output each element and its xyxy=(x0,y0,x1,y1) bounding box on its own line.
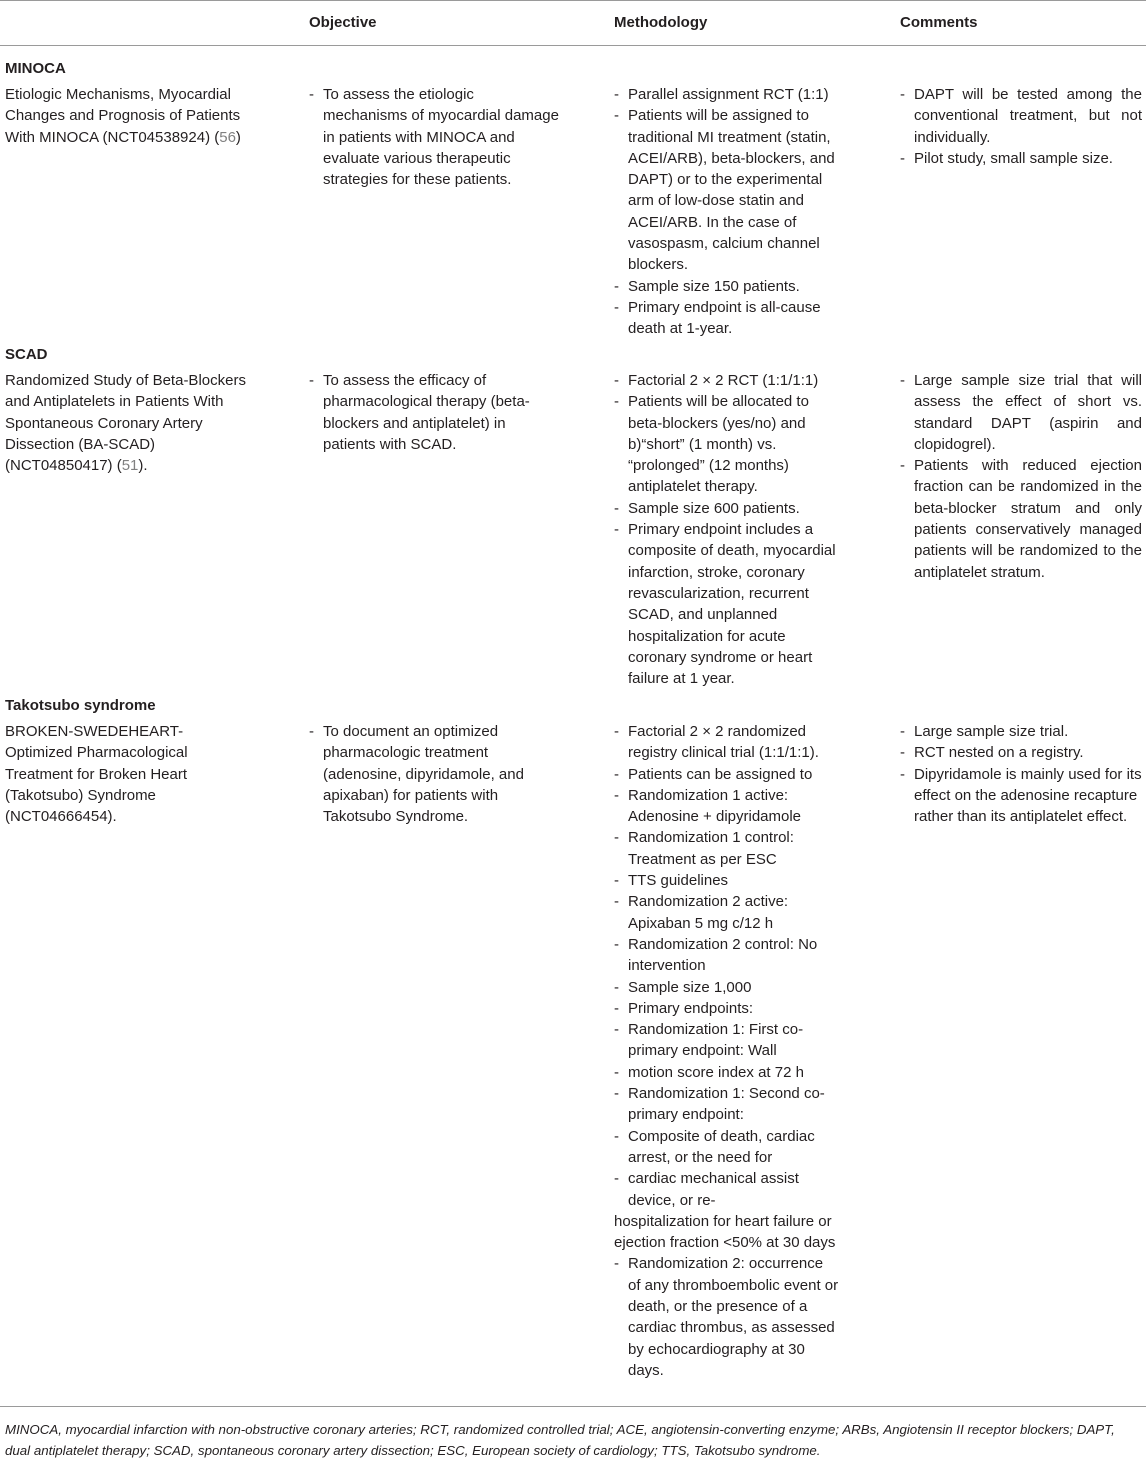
section-title-scad: SCAD xyxy=(5,346,48,363)
list-item: - Large sample size trial. xyxy=(900,721,1142,742)
reference-link[interactable]: 56 xyxy=(219,128,236,146)
list-item: - cardiac mechanical assist device, or re- xyxy=(614,1168,839,1211)
list-item: - Sample size 600 patients. xyxy=(614,498,844,519)
list-item: - DAPT will be tested among the conventional treatment, but not individually. xyxy=(900,84,1142,148)
list-item: - Randomization 2 active: Apixaban 5 mg c/12 h xyxy=(614,891,839,934)
list-item: - Sample size 150 patients. xyxy=(614,276,844,297)
list-item: - Randomization 1: Second co-primary endpoint: xyxy=(614,1083,839,1126)
list-item: - Patients can be assigned to xyxy=(614,764,839,785)
list-item: - Factorial 2 × 2 randomized registry clinical trial (1:1/1:1). xyxy=(614,721,839,764)
list-item: - RCT nested on a registry. xyxy=(900,742,1142,763)
list-item: - To assess the efficacy of pharmacological therapy (beta-blockers and antiplatelet) in patients with SCAD. xyxy=(309,370,559,455)
methodology-cell xyxy=(614,370,844,689)
list-item: - To document an optimized pharmacologic treatment (adenosine, dipyridamole, and apixaban) for patients with Takotsubo Syndrome. xyxy=(309,721,534,827)
study-name xyxy=(5,84,250,148)
list-item: - Patients will be allocated to beta-blockers (yes/no) and b)“short” (1 month) vs. “prolonged” (12 months) antiplatelet therapy. xyxy=(614,391,844,497)
study-text-end: ) xyxy=(235,128,241,146)
header-comments: Comments xyxy=(900,14,978,31)
header-objective: Objective xyxy=(309,14,377,31)
list-item: - Randomization 2 control: No intervention xyxy=(614,934,839,977)
study-text: Randomized Study of Beta-Blockers and Antiplatelets in Patients With Spontaneous Coronary Artery Dissection (BA-SCAD) (NCT04850417) ( xyxy=(5,372,246,475)
section-title-minoca: MINOCA xyxy=(5,60,66,77)
header-methodology: Methodology xyxy=(614,14,708,31)
objective-cell xyxy=(309,721,534,827)
list-item: - Primary endpoint includes a composite of death, myocardial infarction, stroke, coronary revascularization, recurrent SCAD, and unplanned hospitalization for acute coronary syndrome or heart failure at 1 year. xyxy=(614,519,844,689)
list-item: - Randomization 1 control: Treatment as per ESC xyxy=(614,827,839,870)
list-item: - TTS guidelines xyxy=(614,870,839,891)
list-item: - Randomization 1 active: Adenosine + dipyridamole xyxy=(614,785,839,828)
study-text: BROKEN-SWEDEHEART-Optimized Pharmacological Treatment for Broken Heart (Takotsubo) Syndrome (NCT04666454). xyxy=(5,723,188,826)
list-item: - Pilot study, small sample size. xyxy=(900,148,1142,169)
list-item: - Patients with reduced ejection fraction can be randomized in the beta-blocker stratum and only patients conservatively managed patients will be randomized to the antiplatelet stratum. xyxy=(900,455,1142,583)
study-text: Etiologic Mechanisms, Myocardial Changes and Prognosis of Patients With MINOCA (NCT04538924) ( xyxy=(5,86,241,146)
list-item: - Factorial 2 × 2 RCT (1:1/1:1) xyxy=(614,370,844,391)
list-item: - Primary endpoint is all-cause death at 1-year. xyxy=(614,297,844,340)
list-item: - Primary endpoints: xyxy=(614,998,839,1019)
methodology-cell xyxy=(614,84,844,340)
table-footnote: MINOCA, myocardial infarction with non-obstructive coronary arteries; RCT, randomized controlled trial; ACE, angiotensin-converting enzyme; ARBs, Angiotensin II receptor blockers; DAPT, dual antiplatelet therapy; SCAD, spontaneous coronary artery dissection; ESC, European society of cardiology; TTS, Takotsubo syndrome. xyxy=(5,1422,1115,1458)
section-title-takotsubo: Takotsubo syndrome xyxy=(5,697,156,714)
reference-link[interactable]: 51 xyxy=(121,457,139,475)
methodology-cell xyxy=(614,721,839,1381)
objective-cell xyxy=(309,84,559,190)
list-item: - Patients will be assigned to traditional MI treatment (statin, ACEI/ARB), beta-blockers, and DAPT) or to the experimental arm of low-dose statin and ACEI/ARB. In the case of vasospasm, calcium channel blockers. xyxy=(614,105,844,275)
list-item: - Dipyridamole is mainly used for its effect on the adenosine recapture rather than its antiplatelet effect. xyxy=(900,764,1142,828)
list-item: - To assess the etiologic mechanisms of myocardial damage in patients with MINOCA and evaluate various therapeutic strategies for these patients. xyxy=(309,84,559,190)
study-text-end: ). xyxy=(138,457,148,475)
list-item: hospitalization for heart failure or ejection fraction <50% at 30 days xyxy=(614,1212,836,1252)
comments-cell xyxy=(900,84,1142,169)
footer-divider xyxy=(0,1406,1146,1407)
list-item: - Sample size 1,000 xyxy=(614,977,839,998)
list-item: - Composite of death, cardiac arrest, or the need for xyxy=(614,1126,839,1169)
list-item: - Parallel assignment RCT (1:1) xyxy=(614,84,844,105)
study-name xyxy=(5,721,205,827)
list-item: - Randomization 1: First co-primary endpoint: Wall xyxy=(614,1019,839,1062)
list-item: - Randomization 2: occurrence of any thromboembolic event or death, or the presence of a cardiac thrombus, as assessed by echocardiography at 30 days. xyxy=(614,1253,839,1381)
objective-cell xyxy=(309,370,559,455)
study-name xyxy=(5,370,250,476)
comments-cell xyxy=(900,721,1142,827)
table-header xyxy=(0,0,1146,46)
list-item: - motion score index at 72 h xyxy=(614,1062,839,1083)
list-item: - Large sample size trial that will assess the effect of short vs. standard DAPT (aspirin and clopidogrel). xyxy=(900,370,1142,455)
comments-cell xyxy=(900,370,1142,583)
